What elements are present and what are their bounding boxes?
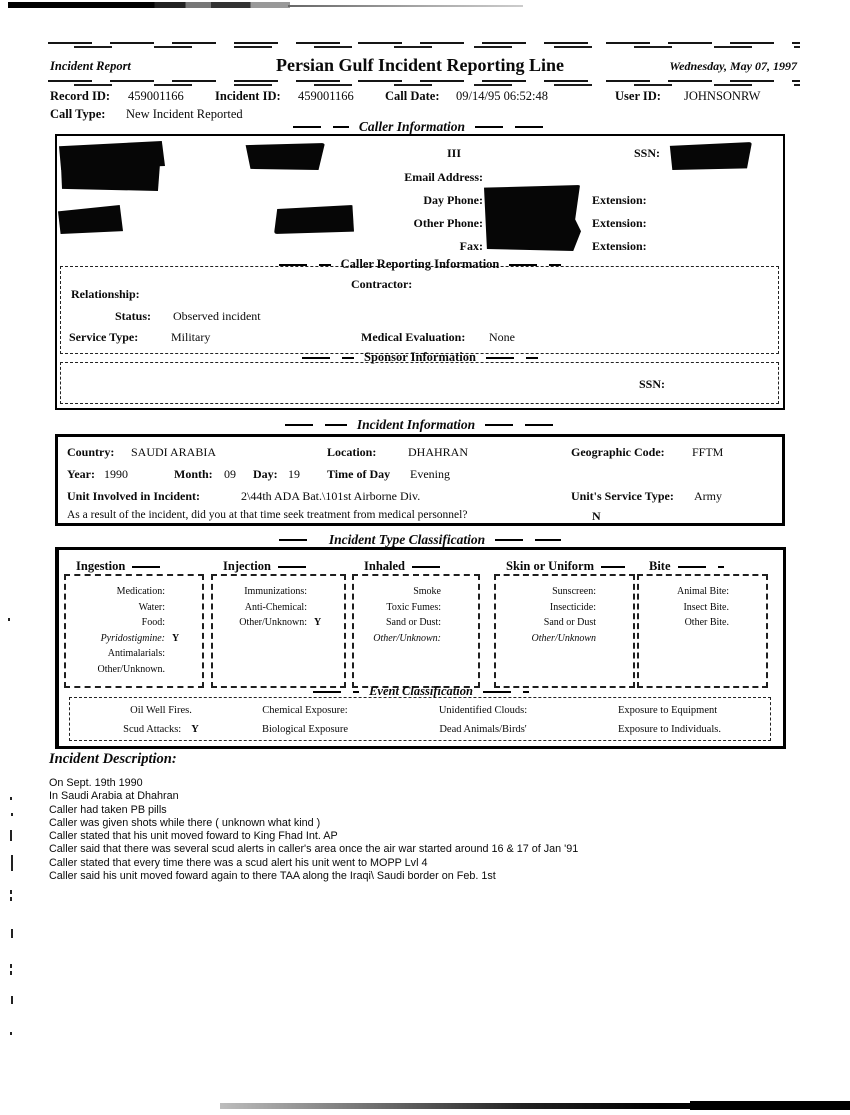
location-label: Location: xyxy=(327,445,377,459)
field-medication: Medication: xyxy=(116,586,165,597)
scan-mark xyxy=(11,855,13,871)
event-scud-attacks: Scud Attacks: Y xyxy=(123,724,199,735)
doc-type-label: Incident Report xyxy=(50,59,131,73)
description-line: Caller was given shots while there ( unknown what kind ) xyxy=(49,816,321,829)
field-immunizations: Immunizations: xyxy=(244,586,307,597)
injection-box xyxy=(211,559,346,688)
day-label: Day: xyxy=(253,467,278,481)
medical-evaluation-value: None xyxy=(489,330,515,344)
status-value: Observed incident xyxy=(173,309,261,323)
event-oil-well-fires: Oil Well Fires. xyxy=(130,705,192,716)
description-line: Caller stated that his unit moved foward to King Fhad Int. AP xyxy=(49,830,338,843)
event-col-1 xyxy=(86,701,236,739)
field-injection-other: Other/Unknown: Y xyxy=(239,617,322,629)
field-skin-other: Other/Unknown xyxy=(531,632,596,644)
field-food: Food: xyxy=(141,617,165,629)
geographic-code-label: Geographic Code: xyxy=(571,445,665,459)
scan-artifact-top-line xyxy=(288,5,523,7)
skin-or-uniform-title: Skin or Uniform xyxy=(506,559,625,574)
extension-label-day: Extension: xyxy=(592,193,647,207)
ingestion-box xyxy=(64,559,204,688)
field-inhaled-other: Other/Unknown: xyxy=(373,632,441,644)
time-of-day-value: Evening xyxy=(410,467,450,481)
description-line: Caller said his unit moved foward again to there TAA along the Iraqi\ Saudi border on Feb. 1st xyxy=(49,870,496,883)
field-other-bite: Other Bite. xyxy=(684,617,729,629)
redaction-zip xyxy=(274,205,354,234)
scan-mark xyxy=(10,830,12,841)
extension-label-other: Extension: xyxy=(592,216,647,230)
caller-information-title: Caller Information xyxy=(225,119,615,135)
scan-mark xyxy=(10,797,12,800)
record-id-value: 459001166 xyxy=(128,89,184,103)
ingestion-title: Ingestion xyxy=(76,559,166,574)
geographic-code-value: FFTM xyxy=(692,445,724,459)
injection-title: Injection xyxy=(223,559,312,574)
caller-information-box xyxy=(55,134,785,410)
bite-title: Bite xyxy=(649,559,724,574)
name-suffix: III xyxy=(447,146,462,160)
incident-description-title: Incident Description: xyxy=(49,751,177,767)
scan-mark xyxy=(10,897,12,901)
report-header xyxy=(0,55,850,79)
unit-service-type-value: Army xyxy=(694,489,722,503)
scan-mark xyxy=(10,890,12,894)
event-col-4 xyxy=(618,701,778,739)
incident-description-body xyxy=(49,777,809,883)
treatment-answer: N xyxy=(592,509,601,523)
country-value: SAUDI ARABIA xyxy=(131,445,217,459)
field-skin-sand-dust: Sand or Dust xyxy=(543,617,596,629)
caller-reporting-box xyxy=(60,266,779,354)
unit-involved-label: Unit Involved in Incident: xyxy=(67,489,201,503)
status-label: Status: xyxy=(115,309,152,323)
call-date-value: 09/14/95 06:52:48 xyxy=(456,89,549,103)
redaction-first-name xyxy=(244,143,325,170)
event-col-2 xyxy=(235,701,375,739)
redaction-ssn xyxy=(669,142,752,170)
email-address-label: Email Address: xyxy=(404,170,483,184)
scan-mark xyxy=(11,813,13,816)
scan-mark xyxy=(11,929,13,938)
day-phone-label: Day Phone: xyxy=(423,193,483,207)
location-value: DHAHRAN xyxy=(408,445,468,459)
header-dashed-rule-top xyxy=(48,42,800,48)
report-date: Wednesday, May 07, 1997 xyxy=(669,59,797,73)
field-sunscreen: Sunscreen: xyxy=(552,586,596,597)
relationship-label: Relationship: xyxy=(71,287,140,301)
sponsor-information-title: Sponsor Information xyxy=(210,350,630,365)
call-type-label: Call Type: xyxy=(50,107,106,121)
country-label: Country: xyxy=(67,445,115,459)
scan-artifact-top-bar xyxy=(8,2,290,8)
description-line: Caller said that there was several scud alerts in caller's area once the air war started around 16 & 17 of Jan '91 xyxy=(49,843,579,856)
redaction-phone-numbers xyxy=(484,185,581,251)
unit-service-type-label: Unit's Service Type: xyxy=(571,489,674,503)
incident-type-classification-title: Incident Type Classification xyxy=(225,532,615,548)
field-inhaled-sand-dust: Sand or Dust: xyxy=(386,617,441,629)
redaction-address xyxy=(61,164,162,191)
description-line: In Saudi Arabia at Dhahran xyxy=(49,790,179,803)
description-line: On Sept. 19th 1990 xyxy=(49,777,143,789)
sponsor-information-box xyxy=(60,362,779,404)
field-ingestion-other: Other/Unknown. xyxy=(97,663,165,675)
page-title: Persian Gulf Incident Reporting Line xyxy=(275,55,564,75)
event-exposure-individuals: Exposure to Individuals. xyxy=(618,724,721,735)
record-meta-row xyxy=(0,89,850,105)
field-anti-chemical: Anti-Chemical: xyxy=(244,601,307,613)
scan-mark xyxy=(11,996,13,1004)
user-id-value: JOHNSONRW xyxy=(684,89,761,103)
record-id-label: Record ID: xyxy=(50,89,111,103)
field-insect-bite: Insect Bite. xyxy=(683,601,729,613)
event-exposure-equipment: Exposure to Equipment xyxy=(618,705,718,716)
call-type-value: New Incident Reported xyxy=(126,107,243,121)
bite-box xyxy=(637,559,768,688)
ssn-label: SSN: xyxy=(634,146,661,160)
treatment-question: As a result of the incident, did you at that time seek treatment from medical personnel? xyxy=(67,509,468,521)
scan-mark xyxy=(10,971,12,975)
description-line: Caller had taken PB pills xyxy=(49,803,167,816)
field-water: Water: xyxy=(138,601,165,613)
scan-mark xyxy=(10,1032,12,1035)
month-value: 09 xyxy=(224,467,236,481)
time-of-day-label: Time of Day xyxy=(327,467,391,481)
month-label: Month: xyxy=(174,467,213,481)
call-date-label: Call Date: xyxy=(385,89,440,103)
field-antimalarials: Antimalarials: xyxy=(107,648,165,660)
redaction-city xyxy=(58,205,123,234)
extension-label-fax: Extension: xyxy=(592,239,647,253)
user-id-label: User ID: xyxy=(615,89,661,103)
description-line: Caller stated that every time there was a scud alert his unit went to MOPP Lvl 4 xyxy=(49,856,428,869)
field-smoke: Smoke xyxy=(413,586,441,597)
incident-id-label: Incident ID: xyxy=(215,89,281,103)
year-value: 1990 xyxy=(104,467,128,481)
year-label: Year: xyxy=(67,467,95,481)
unit-involved-value: 2\44th ADA Bat.\101st Airborne Div. xyxy=(241,489,421,503)
header-dashed-rule-bottom xyxy=(48,80,800,86)
day-value: 19 xyxy=(288,467,300,481)
caller-reporting-title: Caller Reporting Information xyxy=(210,257,630,272)
skin-or-uniform-box xyxy=(494,559,635,688)
field-toxic-fumes: Toxic Fumes: xyxy=(386,601,441,613)
contractor-label: Contractor: xyxy=(351,277,413,291)
scan-mark xyxy=(10,964,12,968)
event-chemical-exposure: Chemical Exposure: xyxy=(262,705,348,716)
inhaled-title: Inhaled xyxy=(364,559,446,574)
service-type-label: Service Type: xyxy=(69,330,139,344)
service-type-value: Military xyxy=(171,330,211,344)
fax-label: Fax: xyxy=(459,239,483,253)
field-insecticide: Insecticide: xyxy=(549,601,596,613)
incident-information-box xyxy=(55,434,785,526)
scan-artifact-bottom-bar-thick xyxy=(690,1101,850,1110)
event-biological-exposure: Biological Exposure xyxy=(261,724,349,735)
incident-type-classification-box xyxy=(55,547,786,749)
event-dead-animals: Dead Animals/Birds' xyxy=(439,724,527,735)
incident-id-value: 459001166 xyxy=(298,89,354,103)
event-classification-box xyxy=(69,697,771,741)
inhaled-box xyxy=(352,559,480,688)
incident-information-title: Incident Information xyxy=(225,417,615,433)
sponsor-ssn-label: SSN: xyxy=(639,377,666,391)
other-phone-label: Other Phone: xyxy=(413,216,483,230)
field-animal-bite: Animal Bite: xyxy=(677,586,729,597)
medical-evaluation-label: Medical Evaluation: xyxy=(361,330,466,344)
event-classification-title: Event Classification xyxy=(221,684,621,699)
field-pyridostigmine: Pyridostigmine: Y xyxy=(100,632,180,644)
event-col-3 xyxy=(413,701,553,739)
event-unidentified-clouds: Unidentified Clouds: xyxy=(438,705,528,716)
scan-mark xyxy=(8,618,10,621)
